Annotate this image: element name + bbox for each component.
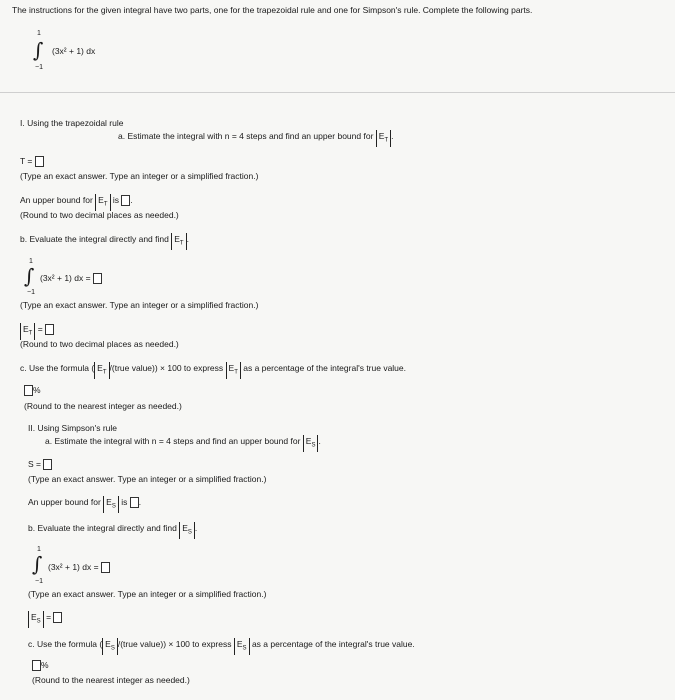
s-row: S = [28,459,52,470]
error-symbol: $E_S$ [179,522,195,539]
simp-error-input[interactable] [53,612,62,623]
simp-lower-limit: −1 [35,578,43,585]
simp-integral-input[interactable] [101,562,110,573]
instructions-text: The instructions for the given integral have two parts, one for the trapezoidal rule and one for Simpson's rule. Complete the following parts. [12,5,533,15]
trap-e-hint: (Round to two decimal places as needed.) [20,339,179,349]
error-symbol: $E_T$ [20,323,35,340]
simp-pct-hint: (Round to the nearest integer as needed.) [32,675,190,685]
trap-error-row: $E_T$ = [20,323,54,340]
trap-percent-row: % [24,385,41,396]
trap-upper-bound-row: An upper bound for $E_T$ is . [20,194,133,211]
trap-percent-input[interactable] [24,385,33,396]
error-symbol: $E_S$ [28,611,44,628]
trap-b-prompt: b. Evaluate the integral directly and find $E_T$ . [20,233,189,250]
trap-c-prompt: c. Use the formula ( $E_T$ /(true value)) × 100 to express $E_T$ as a percentage of the integral's true value. [20,362,406,379]
error-symbol: $E_S$ [234,638,250,655]
simp-c-prompt: c. Use the formula ( $E_S$ /(true value)) × 100 to express $E_S$ as a percentage of the integral's true value. [28,638,415,655]
simp-upper-bound-row: An upper bound for $E_S$ is . [28,496,141,513]
simp-int-hint: (Type an exact answer. Type an integer or a simplified fraction.) [28,589,267,599]
trapezoidal-title: I. Using the trapezoidal rule [20,118,124,128]
error-symbol: $E_S$ [303,435,319,452]
s-hint: (Type an exact answer. Type an integer or a simplified fraction.) [28,474,267,484]
trap-a-prompt: a. Estimate the integral with n = 4 steps and find an upper bound for $E_T$ . [118,130,394,147]
integral-sign: ∫ [24,264,35,288]
error-symbol: $E_S$ [103,496,119,513]
integral-sign: ∫ [32,552,43,576]
error-symbol: $E_S$ [102,638,118,655]
trap-ub-hint: (Round to two decimal places as needed.) [20,210,179,220]
trap-lower-limit: −1 [27,289,35,296]
header-upper-limit: 1 [37,30,41,37]
error-symbol: $E_T$ [95,194,110,211]
s-answer-input[interactable] [43,459,52,470]
error-symbol: $E_T$ [376,130,391,147]
error-symbol: $E_T$ [226,362,241,379]
simp-a-prompt: a. Estimate the integral with n = 4 steps and find an upper bound for $E_S$ . [45,435,321,452]
trap-upper-bound-input[interactable] [121,195,130,206]
simp-b-prompt: b. Evaluate the integral directly and find $E_S$ . [28,522,197,539]
simp-percent-input[interactable] [32,660,41,671]
simp-error-row: $E_S$ = [28,611,62,628]
trap-integral-input[interactable] [93,273,102,284]
simp-integral-row: (3x² + 1) dx = [48,562,110,573]
header-lower-limit: −1 [35,64,43,71]
t-hint: (Type an exact answer. Type an integer or a simplified fraction.) [20,171,259,181]
trap-int-hint: (Type an exact answer. Type an integer or a simplified fraction.) [20,300,259,310]
trap-error-input[interactable] [45,324,54,335]
error-symbol: $E_T$ [171,233,186,250]
simp-upper-bound-input[interactable] [130,497,139,508]
t-answer-input[interactable] [35,156,44,167]
integral-sign: ∫ [33,38,44,62]
trap-integral-row: (3x² + 1) dx = [40,273,102,284]
simp-percent-row: % [32,660,49,671]
trap-pct-hint: (Round to the nearest integer as needed.) [24,401,182,411]
trap-upper-limit: 1 [29,258,33,265]
error-symbol: $E_T$ [94,362,109,379]
divider [0,92,675,93]
t-row: T = [20,156,44,167]
simpson-title: II. Using Simpson's rule [28,423,118,433]
header-integrand: (3x² + 1) dx [52,46,96,56]
simp-upper-limit: 1 [37,546,41,553]
